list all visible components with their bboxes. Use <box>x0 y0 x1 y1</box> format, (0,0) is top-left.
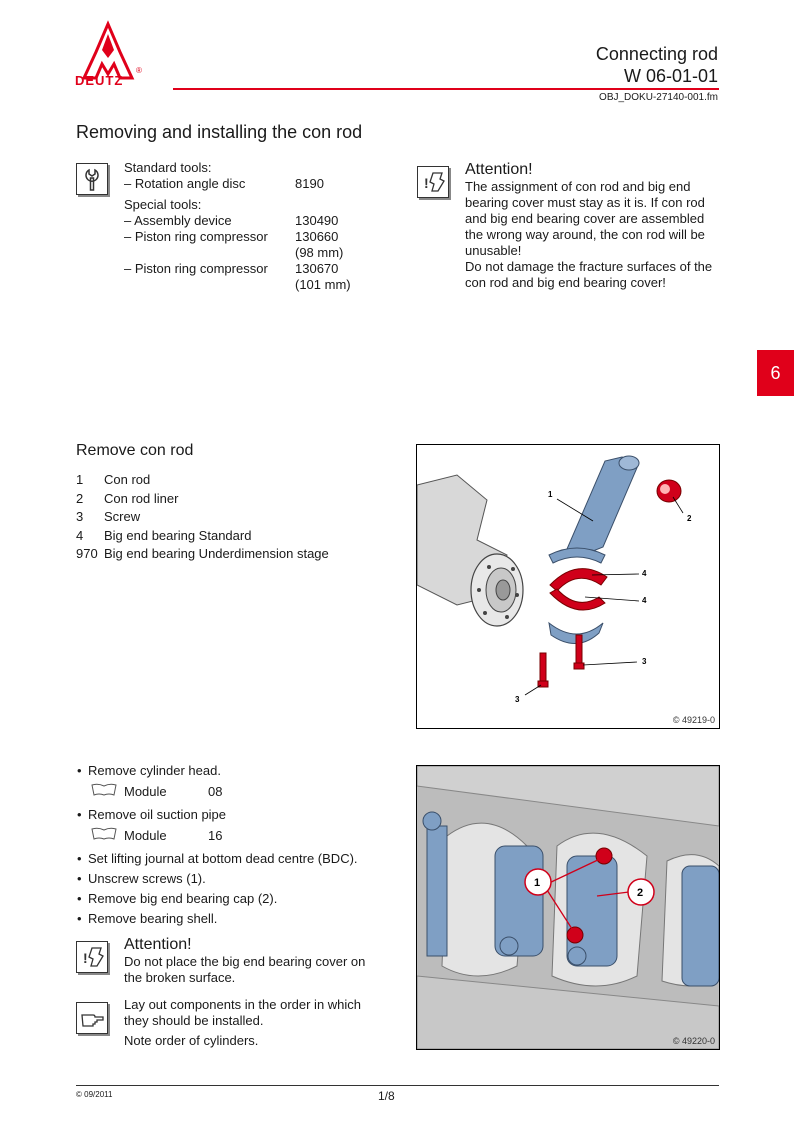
module-number: 08 <box>208 784 223 799</box>
legend-label: Con rod liner <box>104 490 179 506</box>
tool-number: 130670 <box>295 261 339 276</box>
step-item: • Remove oil suction pipe <box>76 807 396 823</box>
legend-label: Big end bearing Underdimension stage <box>104 546 329 562</box>
callout-label: 2 <box>687 514 692 523</box>
attention-heading: Attention! <box>124 936 192 953</box>
pointing-hand-icon <box>76 1002 108 1034</box>
callout-label: 1 <box>548 490 553 499</box>
registered-mark: ® <box>136 66 142 75</box>
legend-num: 4 <box>76 527 84 543</box>
tool-name: – Piston ring compressor <box>124 261 268 276</box>
legend-num: 3 <box>76 509 84 525</box>
tool-number: 8190 <box>295 176 324 191</box>
attention-text: Do not place the big end bearing cover on the broken surface. <box>124 954 366 985</box>
tool-number: 130490 <box>295 213 339 228</box>
tool-note: (101 mm) <box>295 277 351 292</box>
callout-label: 3 <box>515 695 520 704</box>
book-icon <box>90 827 124 845</box>
figure-engine-block <box>416 765 720 1050</box>
subsection-title: Remove con rod <box>76 442 194 459</box>
header-rule <box>173 88 719 90</box>
engine-block-illustration <box>417 766 719 1049</box>
attention-icon <box>417 166 449 198</box>
footer-rule <box>76 1085 719 1086</box>
attention-heading: Attention! <box>465 161 533 178</box>
step-item: • Unscrew screws (1). <box>76 871 396 887</box>
legend-row <box>76 508 329 527</box>
figure-con-rod-exploded <box>416 444 720 729</box>
tool-name: – Assembly device <box>124 213 232 228</box>
tool-row <box>124 229 384 245</box>
step-item: • Remove cylinder head. <box>76 763 396 779</box>
tool-row <box>124 261 384 277</box>
standard-tools-heading: Standard tools: <box>124 160 212 175</box>
note-text: Lay out components in the order in which they should be installed. <box>124 997 362 1028</box>
legend-label: Big end bearing Standard <box>104 527 252 543</box>
tool-row <box>124 213 384 229</box>
exploded-view-illustration <box>417 445 719 728</box>
attention-text: The assignment of con rod and big end bearing cover must stay as it is. If con rod and big end bearing cover are assembled the wrong way around, the con rod will be unusable! Do not damage the fracture surfaces of the con rod and big end bearing cover! <box>465 179 713 290</box>
svg-text:!: ! <box>424 175 429 191</box>
callout-label: 2 <box>637 887 644 899</box>
doc-code: W 06-01-01 <box>623 66 718 86</box>
wrench-icon <box>76 163 108 195</box>
step-item: • Set lifting journal at bottom dead centre (BDC). <box>76 851 396 867</box>
legend-num: 970 <box>76 546 98 562</box>
con-rod-drawing <box>549 456 639 563</box>
bearing-shells-drawing <box>549 569 607 644</box>
tools-block <box>124 160 384 293</box>
tool-name: – Rotation angle disc <box>124 176 246 191</box>
legend-row <box>76 527 329 546</box>
doc-title: Connecting rod <box>595 44 718 64</box>
callout-label: 1 <box>534 877 541 889</box>
legend-row <box>76 545 329 564</box>
note-text: Note order of cylinders. <box>124 1033 259 1048</box>
step-item: • Remove bearing shell. <box>76 911 396 927</box>
con-rod-liner-drawing <box>657 480 681 502</box>
module-label: Module <box>124 828 167 843</box>
legend-num: 2 <box>76 490 84 506</box>
footer-copyright: © 09/2011 <box>76 1090 113 1099</box>
screws-drawing <box>538 635 584 687</box>
legend-row <box>76 471 329 490</box>
step-item: • Remove big end bearing cap (2). <box>76 891 396 907</box>
module-ref <box>90 827 396 845</box>
section-title: Removing and installing the con rod <box>76 122 363 142</box>
callout-label: 3 <box>642 657 647 666</box>
module-ref <box>90 783 396 801</box>
page-number: 1/8 <box>378 1089 395 1103</box>
steps-list <box>76 763 396 931</box>
legend-row <box>76 490 329 509</box>
doc-reference: OBJ_DOKU-27140-001.fm <box>599 92 718 103</box>
tool-row <box>124 176 384 192</box>
figure-id: © 49219-0 <box>672 715 715 725</box>
legend-label: Screw <box>104 509 141 525</box>
parts-legend <box>76 471 329 564</box>
legend-label: Con rod <box>104 472 151 487</box>
tool-number: 130660 <box>295 229 339 244</box>
figure-id: © 49220-0 <box>672 1036 715 1046</box>
svg-text:!: ! <box>83 950 88 966</box>
special-tools-heading: Special tools: <box>124 197 202 212</box>
module-number: 16 <box>208 828 223 843</box>
crankshaft-drawing <box>417 475 523 626</box>
callout-label: 4 <box>642 596 647 605</box>
module-label: Module <box>124 784 167 799</box>
chapter-tab[interactable]: 6 <box>757 350 794 396</box>
book-icon <box>90 783 124 801</box>
callout-label: 4 <box>642 569 647 578</box>
attention-icon <box>76 941 108 973</box>
legend-num: 1 <box>76 472 84 487</box>
tool-note: (98 mm) <box>295 245 344 260</box>
brand-name: DEUTZ <box>75 73 124 88</box>
tool-name: – Piston ring compressor <box>124 229 268 244</box>
